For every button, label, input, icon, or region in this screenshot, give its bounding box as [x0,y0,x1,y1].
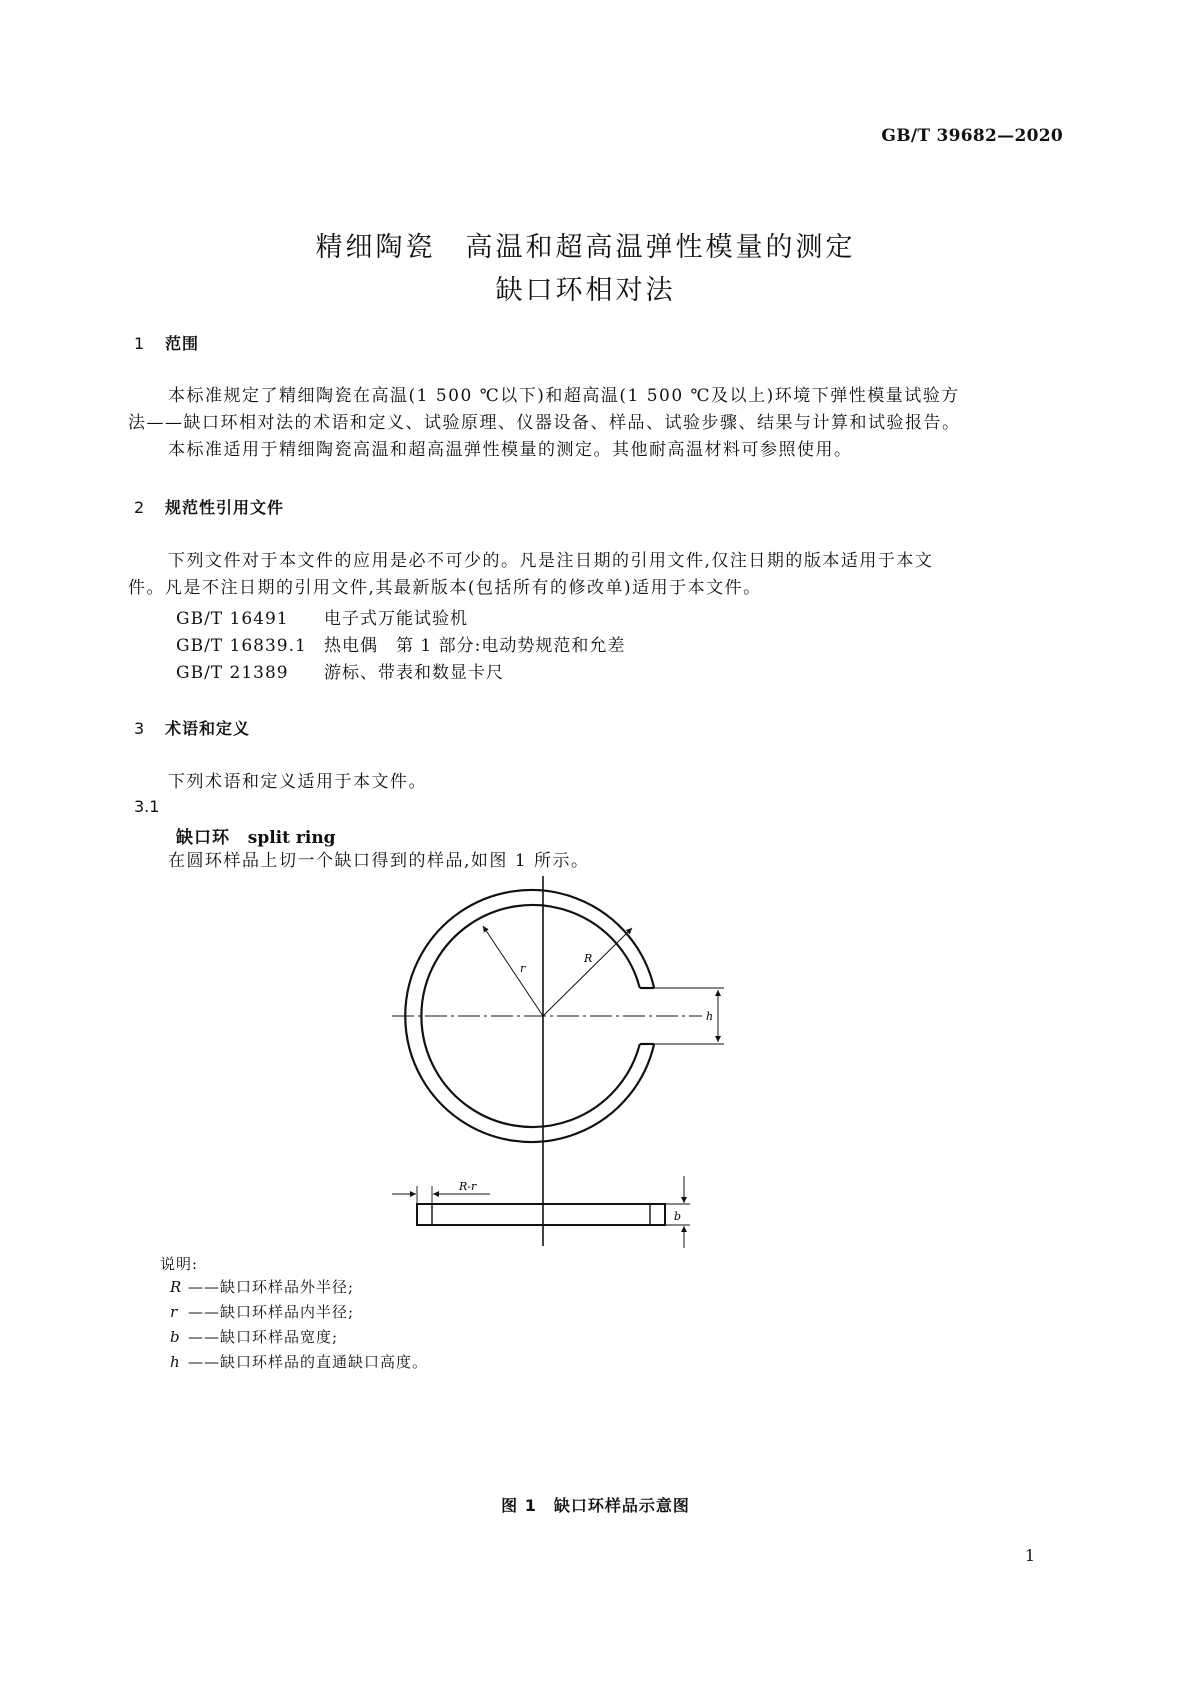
page-number: 1 [1024,1546,1035,1565]
section1-number: 1 [134,334,146,353]
inner-radius-arrow [483,926,543,1016]
outer-radius-label: R [584,952,593,965]
section3-title: 术语和定义 [165,719,251,738]
side-view-bar [417,1204,665,1225]
h-dimension-label: h [706,1010,714,1023]
reference-title: 热电偶 第 1 部分:电动势规范和允差 [324,636,626,656]
legend-title: 说明: [160,1255,199,1273]
term-definition: 在圆环样品上切一个缺口得到的样品,如图 1 所示。 [168,851,590,871]
legend-text: ——缺口环样品外半径; [188,1278,355,1296]
legend-text: ——缺口环样品宽度; [188,1328,339,1346]
legend-item [170,1326,338,1347]
section2-para1-line2: 件。凡是不注日期的引用文件,其最新版本(包括所有的修改单)适用于本文件。 [128,578,762,598]
legend-symbol: b [170,1328,181,1346]
figure-caption: 图 1 缺口环样品示意图 [501,1496,690,1515]
term-chinese: 缺口环 [176,828,230,848]
legend-text: ——缺口环样品内半径; [188,1303,355,1321]
section1-para2: 本标准适用于精细陶瓷高温和超高温弹性模量的测定。其他耐高温材料可参照使用。 [168,440,853,460]
legend-symbol: h [170,1353,181,1371]
section2-para1-line1: 下列文件对于本文件的应用是必不可少的。凡是注日期的引用文件,仅注日期的版本适用于本文 [168,551,934,571]
legend-item [170,1351,428,1372]
document-title-line2: 缺口环相对法 [495,275,676,306]
reference-code: GB/T 21389 [176,663,289,683]
outer-radius-arrow [543,928,632,1016]
legend-item [170,1276,354,1297]
section2-number: 2 [134,498,146,517]
b-dimension-label: b [674,1210,682,1223]
inner-radius-label: r [520,962,526,975]
section1-para1-line2: 法——缺口环相对法的术语和定义、试验原理、仪器设备、样品、试验步骤、结果与计算和试验报告。 [128,413,961,433]
reference-code: GB/T 16839.1 [176,636,307,656]
reference-title: 电子式万能试验机 [324,609,468,629]
legend-symbol: R [170,1278,183,1296]
section1-para1-line1: 本标准规定了精细陶瓷在高温(1 500 ℃以下)和超高温(1 500 ℃及以上)环境下弹性模量试验方 [168,386,960,406]
section3-para1: 下列术语和定义适用于本文件。 [168,772,427,792]
rr-dimension-label: R-r [459,1180,477,1193]
section2-title: 规范性引用文件 [165,498,285,517]
document-title-line1: 精细陶瓷 高温和超高温弹性模量的测定 [315,232,856,263]
reference-code: GB/T 16491 [176,609,289,629]
reference-title: 游标、带表和数显卡尺 [324,663,504,683]
term-number: 3.1 [134,797,160,816]
section3-number: 3 [134,719,146,738]
term-english: split ring [247,828,336,848]
legend-item [170,1301,354,1322]
section1-title: 范围 [165,334,200,353]
legend-symbol: r [170,1303,179,1321]
standard-code: GB/T 39682—2020 [881,126,1063,146]
legend-text: ——缺口环样品的直通缺口高度。 [188,1353,429,1371]
